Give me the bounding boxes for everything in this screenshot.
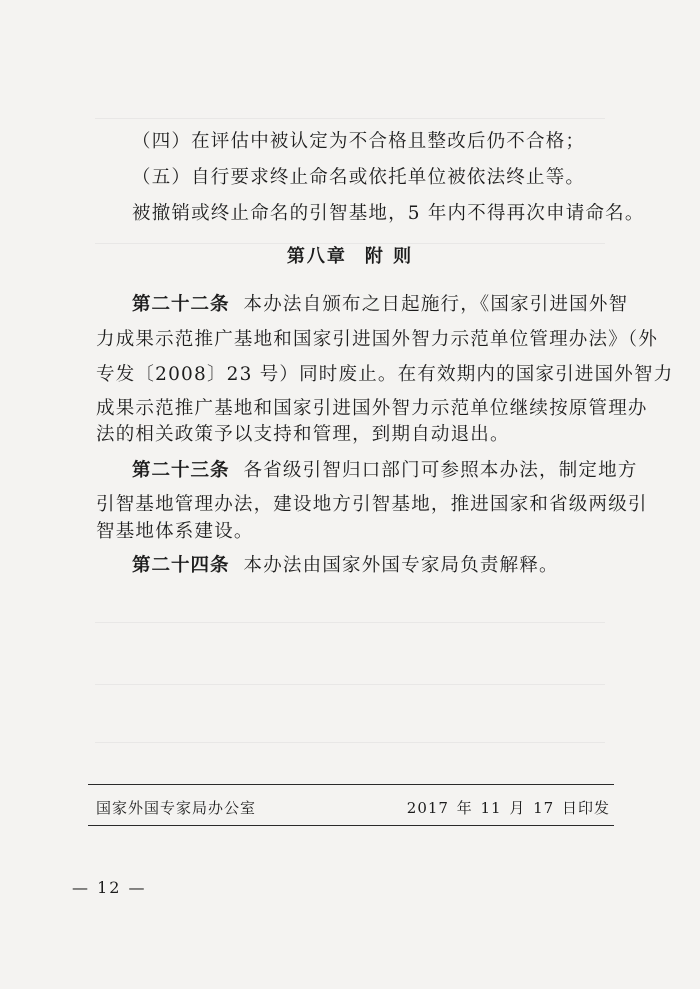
chapter-title: 附 则 <box>364 246 414 267</box>
issuing-office: 国家外国专家局办公室 <box>96 799 257 817</box>
article-22-number: 第二十二条 <box>132 294 230 315</box>
issue-date: 2017 年 11 月 17 日印发 <box>406 799 610 817</box>
footer-top-rule <box>88 784 614 785</box>
article-22-line-1 <box>132 290 629 316</box>
article-24-number: 第二十四条 <box>132 555 230 576</box>
article-22-line-3: 专发〔2008〕23 号）同时废止。在有效期内的国家引进国外智力 <box>96 364 674 385</box>
bleed-through-line <box>95 622 605 623</box>
article-23-text-1: 各省级引智归口部门可参照本办法，制定地方 <box>243 460 638 481</box>
article-23-line-1 <box>132 456 638 482</box>
article-22-text-1: 本办法自颁布之日起施行，《国家引进国外智 <box>243 294 629 315</box>
article-23-number: 第二十三条 <box>132 460 230 481</box>
chapter-heading <box>0 242 700 268</box>
item-5-text: （五）自行要求终止命名或依托单位被依法终止等。 <box>132 167 586 188</box>
bleed-through-line <box>95 742 605 743</box>
article-23-line-3: 智基地体系建设。 <box>96 521 254 542</box>
footer-bottom-rule <box>88 825 614 826</box>
article-22-line-5: 法的相关政策予以支持和管理，到期自动退出。 <box>96 424 510 445</box>
article-23-line-2: 引智基地管理办法，建设地方引智基地，推进国家和省级两级引 <box>96 494 648 515</box>
bleed-through-line <box>95 118 605 119</box>
article-24-line-1 <box>132 551 616 577</box>
article-22-line-4: 成果示范推广基地和国家引进国外智力示范单位继续按原管理办 <box>96 398 648 419</box>
page-number: — 12 — <box>72 878 147 897</box>
article-22-line-2: 力成果示范推广基地和国家引进国外智力示范单位管理办法》（外 <box>96 329 659 350</box>
item-4-text: （四）在评估中被认定为不合格且整改后仍不合格； <box>132 131 586 152</box>
chapter-number: 第八章 <box>286 246 347 267</box>
bleed-through-line <box>95 684 605 685</box>
revocation-text: 被撤销或终止命名的引智基地，5 年内不得再次申请命名。 <box>132 203 645 224</box>
article-24-text-1: 本办法由国家外国专家局负责解释。 <box>243 555 559 576</box>
